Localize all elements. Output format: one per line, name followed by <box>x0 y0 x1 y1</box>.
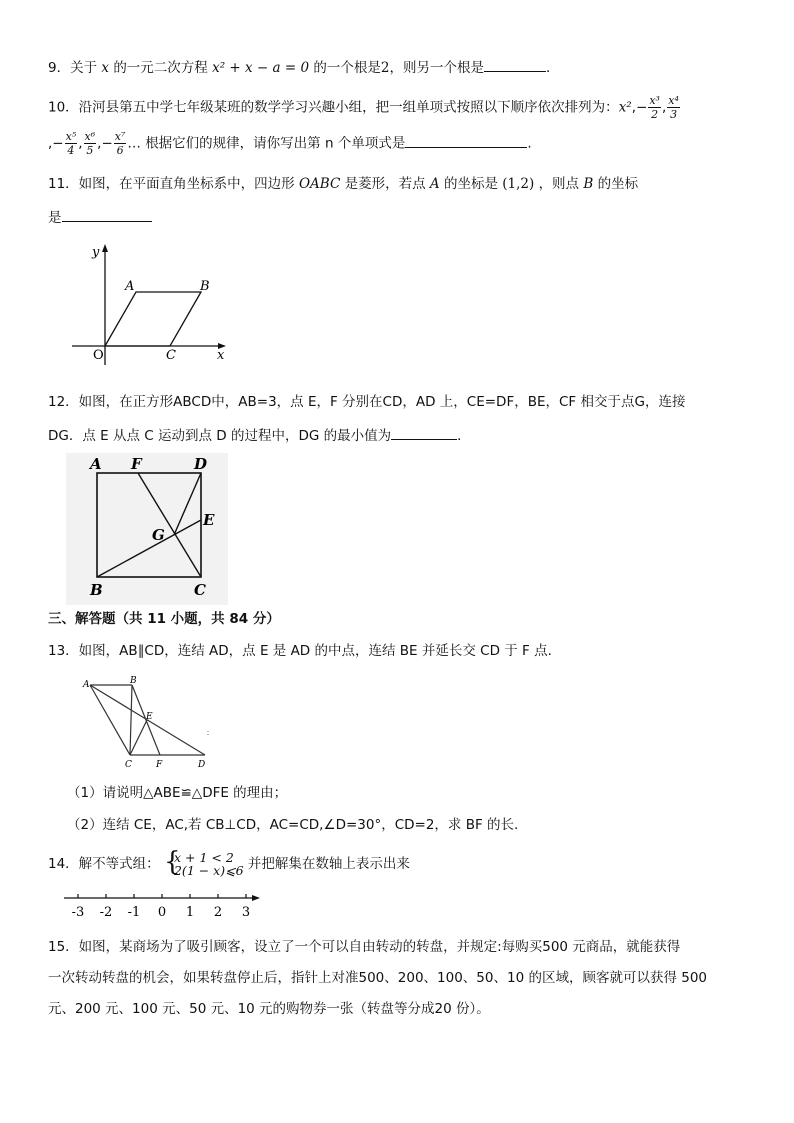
question-12-line-1 <box>48 394 685 410</box>
q13-figure <box>80 675 215 773</box>
question-10-line-1 <box>48 94 681 121</box>
question-9 <box>48 57 559 76</box>
q12-label-e: E <box>203 511 215 529</box>
q13-line-bc <box>130 685 132 755</box>
q11-rhombus <box>105 292 201 346</box>
q10-text-2: 根据它们的规律，请你写出第 n 个单项式是 <box>145 135 406 152</box>
q9-text-2: 的一元二次方程 <box>113 60 208 76</box>
q14-tick-label: -1 <box>127 905 141 920</box>
question-15-line-3: 元、200 元、100 元、50 元、10 元的购物券一张（转盘等分成20 份）。 <box>48 1001 490 1017</box>
q14-tick-label: -2 <box>99 905 113 920</box>
q11-text-5: 的坐标 <box>597 176 639 192</box>
q11-text-1: 11．如图，在平面直角坐标系中，四边形 <box>48 176 295 192</box>
q13-label-d: D <box>198 760 206 770</box>
q13-label-f: F <box>156 760 163 770</box>
q10-fraction-2: $\frac{\text{x⁴}}{3}$ <box>668 94 679 121</box>
q12-label-g: G <box>152 526 165 544</box>
q11-label-a: A <box>125 279 135 294</box>
q9-equation: x² + x − a = 0 <box>212 60 310 76</box>
q12-label-a: A <box>90 455 102 473</box>
question-13: 13．如图，AB∥CD，连结 AD，点 E 是 AD 的中点，连结 BE 并延长交 CD 于 F 点. <box>48 643 552 659</box>
q11-text-6: 是 <box>48 210 62 226</box>
q10-fraction-4: $\frac{\text{x⁶}}{5}$ <box>84 130 96 157</box>
q11-answer-blank[interactable] <box>62 207 152 222</box>
q13-label-b: B <box>130 676 137 686</box>
question-11-line-1 <box>48 176 638 192</box>
q9-var-x: x <box>101 60 110 76</box>
q11-point-b: B <box>583 176 594 192</box>
question-15-line-2: 一次转动转盘的机会，如果转盘停止后，指针上对准500、200、100、50、10 的区域，顾客就可以获得 500 <box>48 970 708 986</box>
q11-y-arrow <box>102 244 108 252</box>
q10-end: . <box>527 135 532 152</box>
q14-tick-label: 0 <box>157 905 167 920</box>
q13-label-c: C <box>125 760 132 770</box>
q9-text-4: ，则另一个根是 <box>389 60 484 76</box>
question-12-line-2 <box>48 425 471 444</box>
q10-answer-blank[interactable] <box>405 133 527 148</box>
q10-text-1: 10．沿河县第五中学七年级某班的数学学习兴趣小组，把一组单项式按照以下顺序依次排列为： <box>48 99 619 116</box>
q14-text-2: 并把解集在数轴上表示出来 <box>247 855 410 872</box>
q13-label-e: E <box>146 712 153 722</box>
q9-end: ． <box>545 60 560 76</box>
q14-tick-label: -3 <box>71 905 85 920</box>
q11-label-b: B <box>200 279 210 294</box>
q11-text-2: 是菱形，若点 <box>344 176 426 192</box>
section-heading: 三、解答题（共 11 小题，共 84 分） <box>48 611 280 627</box>
question-14 <box>48 847 410 878</box>
q11-coord-a: (1,2) <box>502 176 535 192</box>
question-13-part-1: （1）请说明△ABE≌△DFE 的理由； <box>67 785 288 801</box>
q12-text-1: 12．如图，在正方形ABCD中，AB=3，点 E，F 分别在CD，AD 上，CE=DF，BE，CF 相交于点G，连接 <box>48 394 686 410</box>
q14-text-1: 14．解不等式组： <box>48 855 160 872</box>
q12-label-d: D <box>194 455 208 473</box>
q13-line-ac <box>90 685 130 755</box>
q10-fraction-3: $\frac{\text{x⁵}}{4}$ <box>65 130 77 157</box>
q10-sep-2: ,− <box>48 135 64 152</box>
q11-text-3: 的坐标是 <box>443 176 498 192</box>
q9-text-3: 的一个根是 <box>313 60 381 76</box>
q11-shape-name: OABC <box>298 176 341 192</box>
q9-number: 9． <box>48 60 71 76</box>
q10-sep-1: ,− <box>631 99 648 116</box>
q10-fraction-5: $\frac{\text{x⁷}}{6}$ <box>114 130 126 157</box>
q14-tick-label: 2 <box>213 905 223 920</box>
q10-sep-3: ,− <box>97 135 113 152</box>
question-13-part-2: （2）连结 CE，AC,若 CB⊥CD，AC=CD,∠D=30°，CD=2，求 BF 的长. <box>67 817 519 833</box>
q11-label-y: y <box>92 245 100 260</box>
q11-label-o: O <box>93 348 104 363</box>
q14-number-line <box>62 890 264 922</box>
q11-point-a: A <box>429 176 440 192</box>
question-10-line-2 <box>48 130 532 157</box>
q14-inequality-2: 2(1 − x)⩽6 <box>173 863 244 878</box>
q10-ellipsis: … <box>127 135 141 152</box>
q11-label-c: C <box>166 348 176 363</box>
q12-answer-blank[interactable] <box>391 425 457 440</box>
q9-answer-blank[interactable] <box>484 57 546 72</box>
question-15-line-1: 15．如图，某商场为了吸引顾客，设立了一个可以自由转动的转盘，并规定:每购买500 元商品，就能获得 <box>48 939 681 955</box>
q14-tick-label: 1 <box>185 905 195 920</box>
q10-term-1: x² <box>618 99 632 116</box>
q14-tick-label: 3 <box>241 905 251 920</box>
q14-brace: { <box>163 847 181 877</box>
q13-line-ce <box>130 720 147 755</box>
q13-label-a: A <box>83 680 90 690</box>
q12-text-2: DG．点 E 从点 C 运动到点 D 的过程中，DG 的最小值为 <box>48 428 392 444</box>
q14-inequality-system <box>163 847 244 878</box>
q12-label-f: F <box>131 455 142 473</box>
q11-text-4: ，则点 <box>538 176 580 192</box>
q10-comma-2: , <box>78 135 83 152</box>
q12-label-c: C <box>194 581 206 599</box>
q12-label-b: B <box>90 581 103 599</box>
q10-fraction-1: $\frac{\text{x³}}{2}$ <box>649 94 660 121</box>
q14-inequality-1: x + 1 < 2 <box>173 850 234 865</box>
q10-comma-1: , <box>661 99 667 116</box>
q14-axis-arrow <box>252 895 260 901</box>
q12-end: ． <box>457 428 471 444</box>
q9-root: 2 <box>380 60 390 76</box>
q12-figure-square <box>66 453 228 605</box>
q11-figure-rhombus <box>66 240 236 370</box>
q11-label-x: x <box>217 348 225 363</box>
question-11-line-2 <box>48 207 152 226</box>
q9-text-1: 关于 <box>70 60 98 76</box>
